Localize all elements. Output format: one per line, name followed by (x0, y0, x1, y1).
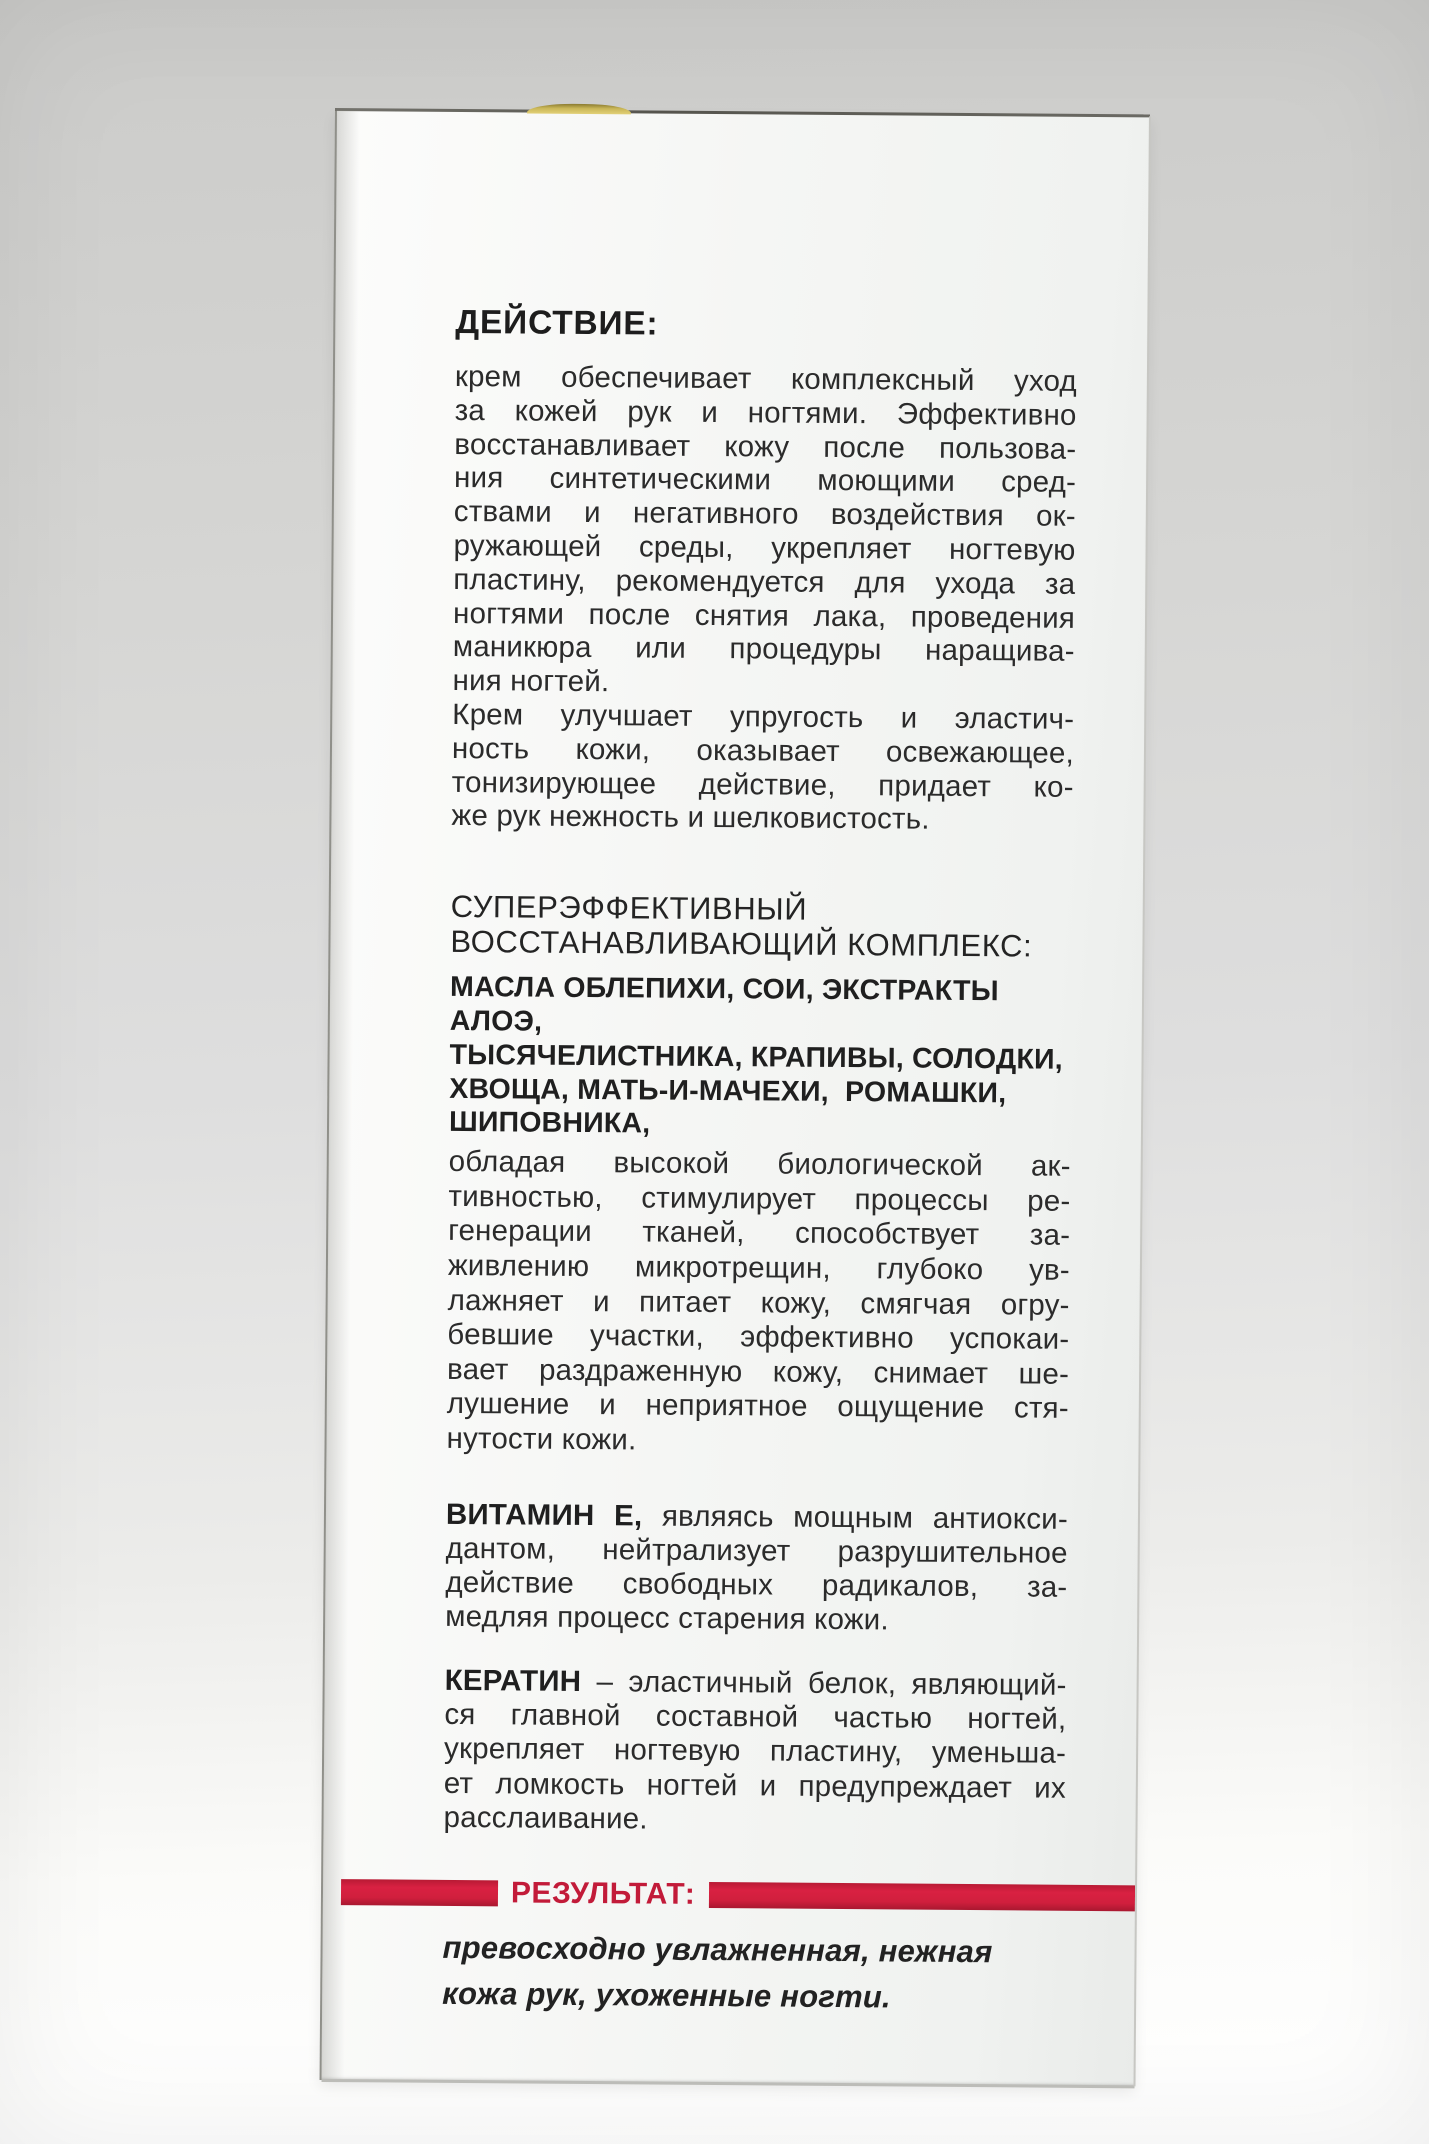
text-line: маникюра или процедуры наращива- (452, 630, 1075, 669)
product-box-back-panel (320, 110, 1150, 2086)
text-line (445, 1664, 1067, 1703)
result-text (442, 1925, 1065, 2022)
text-line: расслаивание. (443, 1800, 648, 1836)
text-line: ния ногтей. (452, 664, 610, 699)
text-line: бевшие участки, эффективно успокаи- (447, 1318, 1070, 1356)
text-line: ружающей среды, укрепляет ногтевую (453, 528, 1076, 567)
text-line: ХВОЩА, МАТЬ-И-МАЧЕХИ, РОМАШКИ, (449, 1072, 1007, 1109)
text-line: ствами и негативного воздействия ок- (453, 495, 1076, 534)
text-line: тивностью, стимулирует процессы ре- (448, 1179, 1071, 1218)
text-line: ния синтетическими моющими сред- (453, 461, 1077, 500)
action-paragraph-part2 (451, 698, 1074, 838)
complex-paragraph (446, 1145, 1070, 1461)
keratin-paragraph (443, 1664, 1066, 1840)
text-line: вает раздраженную кожу, снимает ше- (446, 1352, 1070, 1391)
text-line: кожа рук, ухоженные ногти. (442, 1976, 891, 2015)
text-line: медляя процесс старения кожи. (445, 1599, 889, 1637)
text-line: СУПЕРЭФФЕКТИВНЫЙ (450, 889, 808, 927)
text-line: за кожей рук и ногтями. Эффективно (454, 393, 1077, 432)
red-bar-right (709, 1882, 1135, 1911)
text-line: лушение и неприятное ощущение стя- (446, 1387, 1069, 1426)
text-line: ся главной составной частью ногтей, (444, 1697, 1067, 1736)
text-line: же рук нежность и шелковистость. (451, 799, 930, 837)
text-line (446, 1498, 1068, 1537)
text-line: МАСЛА ОБЛЕПИХИ, СОИ, ЭКСТРАКТЫ АЛОЭ, (449, 971, 999, 1038)
text-line: нутости кожи. (446, 1421, 637, 1457)
gold-foil-edge (527, 104, 631, 115)
vitamin-e-line-rest: являясь мощным антиокси- (642, 1499, 1069, 1537)
text-line: ШИПОВНИКА, (448, 1106, 651, 1140)
text-line: укрепляет ногтевую пластину, уменьша- (444, 1732, 1067, 1771)
red-bar-left (341, 1879, 498, 1906)
text-line: лажняет и питает кожу, смягчая огру- (447, 1283, 1070, 1322)
text-line: тонизирующее действие, придает ко- (451, 765, 1074, 804)
text-line: ет ломкость ногтей и предупреждает их (443, 1766, 1066, 1805)
text-line: обладая высокой биологической ак- (448, 1145, 1071, 1183)
text-line: Крем улучшает упругость и эластич- (452, 697, 1075, 736)
text-line: ТЫСЯЧЕЛИСТНИКА, КРАПИВЫ, СОЛОДКИ, (449, 1038, 1063, 1076)
vitamin-e-paragraph (445, 1498, 1068, 1638)
label-text-column (442, 304, 1077, 2022)
text-line: пластину, рекомендуется для ухода за (453, 562, 1076, 601)
text-line: дантом, нейтрализует разрушительное (445, 1532, 1068, 1571)
text-line: генерации тканей, способствует за- (448, 1214, 1071, 1253)
text-line: крем обеспечивает комплексный уход (454, 359, 1078, 398)
text-line: живлению микротрещин, глубоко ув- (447, 1248, 1071, 1287)
text-line: действие свободных радикалов, за- (445, 1565, 1068, 1604)
action-heading: ДЕЙСТВИЕ: (455, 303, 659, 343)
box-bottom-edge (322, 2079, 1135, 2088)
result-heading: РЕЗУЛЬТАТ: (510, 1876, 696, 1912)
text-line: ность кожи, оказывает освежающее, (451, 731, 1075, 770)
keratin-term: КЕРАТИН (444, 1663, 582, 1698)
action-paragraph-part1 (452, 360, 1077, 703)
complex-heading (450, 889, 1073, 964)
text-line: ВОССТАНАВЛИВАЮЩИЙ КОМПЛЕКС: (450, 924, 1033, 964)
text-line: превосходно увлажненная, нежная (442, 1930, 993, 1970)
keratin-line-rest: – эластичный белок, являющий- (581, 1664, 1067, 1702)
box-left-edge-shading (322, 110, 363, 2080)
vitamin-e-term: ВИТАМИН Е, (445, 1498, 643, 1533)
text-line: ногтями после снятия лака, проведения (452, 596, 1076, 635)
result-band (341, 1876, 1135, 1912)
text-line: восстанавливает кожу после пользова- (454, 427, 1077, 466)
ingredients-list (449, 971, 1072, 1145)
